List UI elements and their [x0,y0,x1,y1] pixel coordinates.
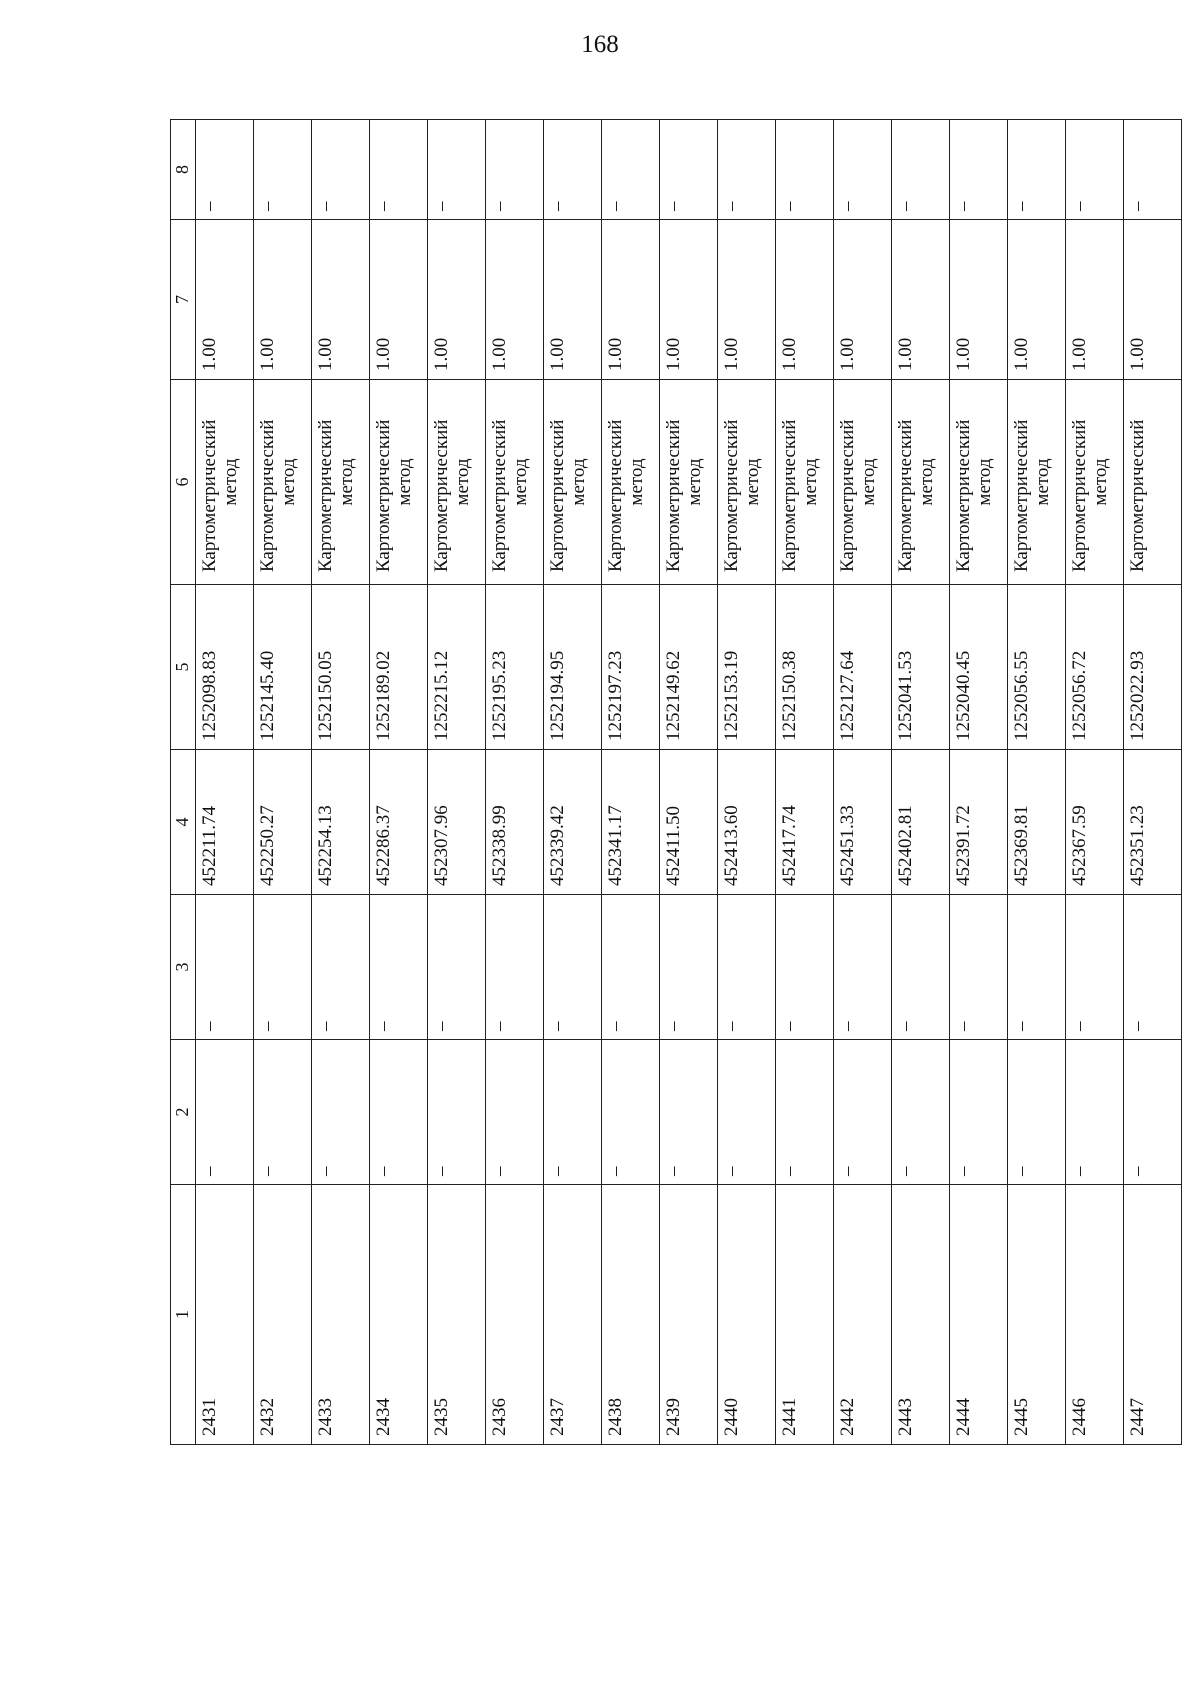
column-3-cell: – [1066,895,1124,1040]
table-row [834,120,892,1445]
column-3-cell: – [950,895,1008,1040]
column-2-cell: – [1066,1040,1124,1185]
rotated-table-frame [170,120,1148,1445]
column-3-cell: – [196,895,254,1040]
method-cell [1008,380,1066,585]
method-line-1: Картометрический [779,419,800,572]
coordinates-table [170,119,1182,1445]
method-cell [660,380,718,585]
method-line-1: Картометрический [431,419,452,572]
y-coordinate-cell: 1252149.62 [660,585,718,750]
method-line-1: Картометрический [547,419,568,572]
table-row [950,120,1008,1445]
method-cell [776,380,834,585]
column-8-cell: – [834,120,892,220]
accuracy-cell: 1.00 [312,220,370,380]
accuracy-cell: 1.00 [776,220,834,380]
method-cell [892,380,950,585]
point-id-cell: 2436 [486,1185,544,1445]
method-line-1: Картометрический [373,419,394,572]
column-8-cell: – [370,120,428,220]
point-id-cell: 2440 [718,1185,776,1445]
column-3-cell: – [834,895,892,1040]
y-coordinate-cell: 1252022.93 [1124,585,1182,750]
method-line-1: Картометрический [315,419,336,572]
column-2-cell: – [660,1040,718,1185]
accuracy-cell: 1.00 [1124,220,1182,380]
method-cell [254,380,312,585]
column-3-cell: – [370,895,428,1040]
y-coordinate-cell: 1252127.64 [834,585,892,750]
column-8-cell: – [544,120,602,220]
x-coordinate-cell: 452391.72 [950,750,1008,895]
column-8-cell: – [428,120,486,220]
method-line-1: Картометрический [257,419,278,572]
column-3-cell: – [718,895,776,1040]
column-3-cell: – [602,895,660,1040]
table-row [602,120,660,1445]
method-line-2: метод [800,458,821,506]
method-cell [428,380,486,585]
column-2-cell: – [370,1040,428,1185]
table-row [1066,120,1124,1445]
column-header: 6 [171,380,196,585]
point-id-cell: 2438 [602,1185,660,1445]
y-coordinate-cell: 1252195.23 [486,585,544,750]
column-8-cell: – [486,120,544,220]
column-2-cell: – [892,1040,950,1185]
accuracy-cell: 1.00 [950,220,1008,380]
y-coordinate-cell: 1252056.55 [1008,585,1066,750]
y-coordinate-cell: 1252040.45 [950,585,1008,750]
method-line-1: Картометрический [199,419,220,572]
method-line-1: Картометрический [1127,419,1148,572]
method-line-2: метод [916,458,937,506]
accuracy-cell: 1.00 [486,220,544,380]
point-id-cell: 2444 [950,1185,1008,1445]
column-2-cell: – [312,1040,370,1185]
column-2-cell: – [718,1040,776,1185]
method-line-2: метод [568,458,589,506]
point-id-cell: 2439 [660,1185,718,1445]
table-row [892,120,950,1445]
y-coordinate-cell: 1252197.23 [602,585,660,750]
accuracy-cell: 1.00 [370,220,428,380]
method-line-2: метод [278,458,299,506]
y-coordinate-cell: 1252098.83 [196,585,254,750]
x-coordinate-cell: 452411.50 [660,750,718,895]
table-row [1124,120,1182,1445]
point-id-cell: 2431 [196,1185,254,1445]
method-line-1: Картометрический [895,419,916,572]
method-line-1: Картометрический [605,419,626,572]
column-3-cell: – [544,895,602,1040]
table-row [196,120,254,1445]
method-line-2: метод [858,458,879,506]
method-line-2: метод [974,458,995,506]
column-3-cell: – [428,895,486,1040]
column-3-cell: – [776,895,834,1040]
point-id-cell: 2437 [544,1185,602,1445]
column-8-cell: – [196,120,254,220]
table-row [428,120,486,1445]
column-3-cell: – [486,895,544,1040]
method-line-1: Картометрический [721,419,742,572]
method-line-1: Картометрический [837,419,858,572]
accuracy-cell: 1.00 [834,220,892,380]
y-coordinate-cell: 1252041.53 [892,585,950,750]
x-coordinate-cell: 452351.23 [1124,750,1182,895]
x-coordinate-cell: 452402.81 [892,750,950,895]
column-2-cell: – [776,1040,834,1185]
column-3-cell: – [254,895,312,1040]
x-coordinate-cell: 452254.13 [312,750,370,895]
table-row [1008,120,1066,1445]
method-line-2: метод [452,458,473,506]
y-coordinate-cell: 1252215.12 [428,585,486,750]
header-row [171,120,196,1445]
column-8-cell: – [254,120,312,220]
accuracy-cell: 1.00 [1066,220,1124,380]
column-2-cell: – [602,1040,660,1185]
x-coordinate-cell: 452367.59 [1066,750,1124,895]
table-container [170,120,1148,1445]
y-coordinate-cell: 1252194.95 [544,585,602,750]
y-coordinate-cell: 1252150.38 [776,585,834,750]
accuracy-cell: 1.00 [602,220,660,380]
method-line-2: метод [510,458,531,506]
point-id-cell: 2432 [254,1185,312,1445]
column-header: 7 [171,220,196,380]
point-id-cell: 2442 [834,1185,892,1445]
point-id-cell: 2446 [1066,1185,1124,1445]
method-line-2: метод [684,458,705,506]
x-coordinate-cell: 452338.99 [486,750,544,895]
table-row [486,120,544,1445]
column-3-cell: – [660,895,718,1040]
table-row [718,120,776,1445]
method-cell [196,380,254,585]
x-coordinate-cell: 452286.37 [370,750,428,895]
column-3-cell: – [892,895,950,1040]
x-coordinate-cell: 452413.60 [718,750,776,895]
x-coordinate-cell: 452341.17 [602,750,660,895]
point-id-cell: 2447 [1124,1185,1182,1445]
method-cell [544,380,602,585]
y-coordinate-cell: 1252150.05 [312,585,370,750]
column-8-cell: – [1124,120,1182,220]
x-coordinate-cell: 452339.42 [544,750,602,895]
column-8-cell: – [892,120,950,220]
column-3-cell: – [1124,895,1182,1040]
accuracy-cell: 1.00 [544,220,602,380]
column-3-cell: – [312,895,370,1040]
method-cell [1124,380,1182,585]
column-2-cell: – [1124,1040,1182,1185]
accuracy-cell: 1.00 [892,220,950,380]
column-8-cell: – [312,120,370,220]
column-8-cell: – [660,120,718,220]
table-row [254,120,312,1445]
method-line-2: метод [1090,458,1111,506]
method-line-2: метод [626,458,647,506]
column-8-cell: – [1008,120,1066,220]
table-row [544,120,602,1445]
method-line-2: метод [394,458,415,506]
method-cell [602,380,660,585]
column-8-cell: – [718,120,776,220]
accuracy-cell: 1.00 [428,220,486,380]
column-header: 8 [171,120,196,220]
method-line-1: Картометрический [663,419,684,572]
column-2-cell: – [254,1040,312,1185]
column-2-cell: – [428,1040,486,1185]
method-cell [950,380,1008,585]
accuracy-cell: 1.00 [718,220,776,380]
method-line-2: метод [1032,458,1053,506]
column-8-cell: – [950,120,1008,220]
accuracy-cell: 1.00 [660,220,718,380]
column-2-cell: – [950,1040,1008,1185]
table-row [776,120,834,1445]
column-8-cell: – [602,120,660,220]
table-row [370,120,428,1445]
method-cell [834,380,892,585]
column-2-cell: – [1008,1040,1066,1185]
column-2-cell: – [544,1040,602,1185]
accuracy-cell: 1.00 [254,220,312,380]
x-coordinate-cell: 452211.74 [196,750,254,895]
point-id-cell: 2435 [428,1185,486,1445]
y-coordinate-cell: 1252153.19 [718,585,776,750]
column-header: 2 [171,1040,196,1185]
y-coordinate-cell: 1252189.02 [370,585,428,750]
table-row [312,120,370,1445]
method-line-1: Картометрический [489,419,510,572]
point-id-cell: 2445 [1008,1185,1066,1445]
x-coordinate-cell: 452417.74 [776,750,834,895]
x-coordinate-cell: 452451.33 [834,750,892,895]
column-2-cell: – [486,1040,544,1185]
method-line-2: метод [220,458,241,506]
y-coordinate-cell: 1252145.40 [254,585,312,750]
column-3-cell: – [1008,895,1066,1040]
method-line-2: метод [742,458,763,506]
method-line-1: Картометрический [953,419,974,572]
x-coordinate-cell: 452369.81 [1008,750,1066,895]
point-id-cell: 2441 [776,1185,834,1445]
column-header: 1 [171,1185,196,1445]
column-8-cell: – [1066,120,1124,220]
y-coordinate-cell: 1252056.72 [1066,585,1124,750]
point-id-cell: 2433 [312,1185,370,1445]
column-2-cell: – [834,1040,892,1185]
method-line-1: Картометрический [1011,419,1032,572]
table-row [660,120,718,1445]
accuracy-cell: 1.00 [1008,220,1066,380]
column-header: 5 [171,585,196,750]
method-line-2: метод [336,458,357,506]
column-8-cell: – [776,120,834,220]
x-coordinate-cell: 452250.27 [254,750,312,895]
method-cell [718,380,776,585]
point-id-cell: 2443 [892,1185,950,1445]
x-coordinate-cell: 452307.96 [428,750,486,895]
method-cell [312,380,370,585]
column-2-cell: – [196,1040,254,1185]
column-header: 4 [171,750,196,895]
point-id-cell: 2434 [370,1185,428,1445]
method-line-1: Картометрический [1069,419,1090,572]
column-header: 3 [171,895,196,1040]
accuracy-cell: 1.00 [196,220,254,380]
method-cell [486,380,544,585]
method-cell [370,380,428,585]
page-number: 168 [581,31,619,58]
method-cell [1066,380,1124,585]
